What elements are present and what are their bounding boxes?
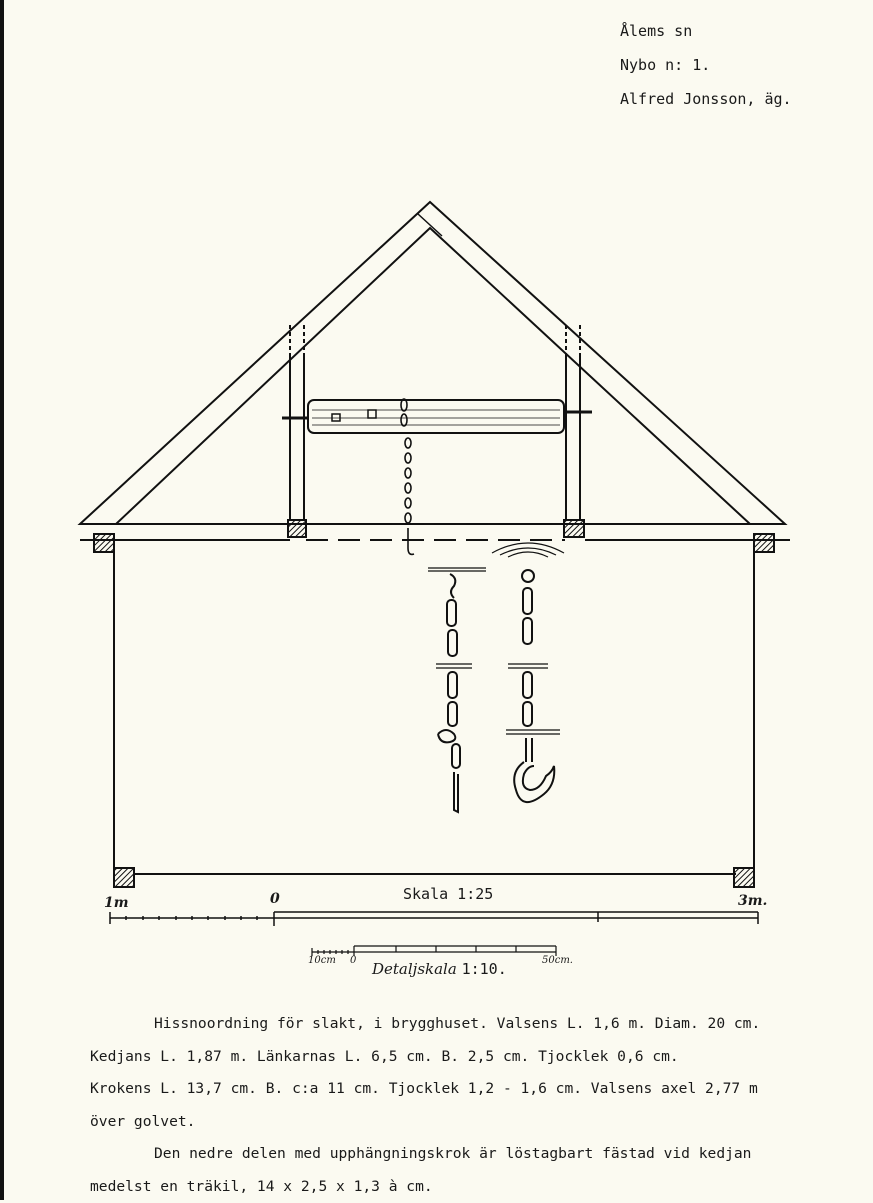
- post-sections: [94, 520, 774, 887]
- desc-para2-line-1: Den nedre delen med upphängningskrok är löstagbart fästad vid kedjan: [90, 1138, 870, 1171]
- owner-text: Alfred Jonsson, äg.: [620, 82, 792, 116]
- detail-left: 10cm: [308, 955, 336, 966]
- parish-text: Ålems sn: [620, 14, 792, 48]
- right-chain-hook: [492, 543, 564, 802]
- roller-chain: [401, 399, 414, 554]
- desc-line-3: Krokens L. 13,7 cm. B. c:a 11 cm. Tjocklek 1,2 - 1,6 cm. Valsens axel 2,77 m: [90, 1073, 870, 1106]
- detail-scale-ratio: 1:10.: [462, 960, 507, 978]
- scale-right-end: 3m.: [738, 893, 767, 909]
- desc-para2-line-2: medelst en träkil, 14 x 2,5 x 1,3 à cm.: [90, 1171, 870, 1203]
- scale-main-label: Skala 1:25: [403, 885, 493, 903]
- desc-line-4: över golvet.: [90, 1106, 870, 1139]
- farm-text: Nybo n: 1.: [620, 48, 792, 82]
- scale-zero: 0: [270, 891, 280, 907]
- main-scale-bar: [110, 912, 758, 926]
- roof: [80, 202, 785, 524]
- desc-line-1: Hissnoordning för slakt, i brygghuset. Valsens L. 1,6 m. Diam. 20 cm.: [90, 1008, 870, 1041]
- walls: [114, 552, 754, 874]
- roller: [282, 400, 592, 433]
- ceiling-beam: [80, 524, 790, 540]
- detail-scale-label: [372, 960, 507, 978]
- detail-right: 50cm.: [542, 955, 573, 966]
- detail-scale-bar: [312, 946, 556, 956]
- desc-line-2: Kedjans L. 1,87 m. Länkarnas L. 6,5 cm. B. 2,5 cm. Tjocklek 0,6 cm.: [90, 1041, 870, 1074]
- detail-zero: 0: [350, 955, 356, 966]
- description: [90, 1008, 870, 1203]
- left-chain: [428, 568, 486, 812]
- uprights: [290, 325, 580, 520]
- detail-scale-word: Detaljskala: [372, 960, 457, 978]
- scale-left-end: 1m: [104, 895, 129, 911]
